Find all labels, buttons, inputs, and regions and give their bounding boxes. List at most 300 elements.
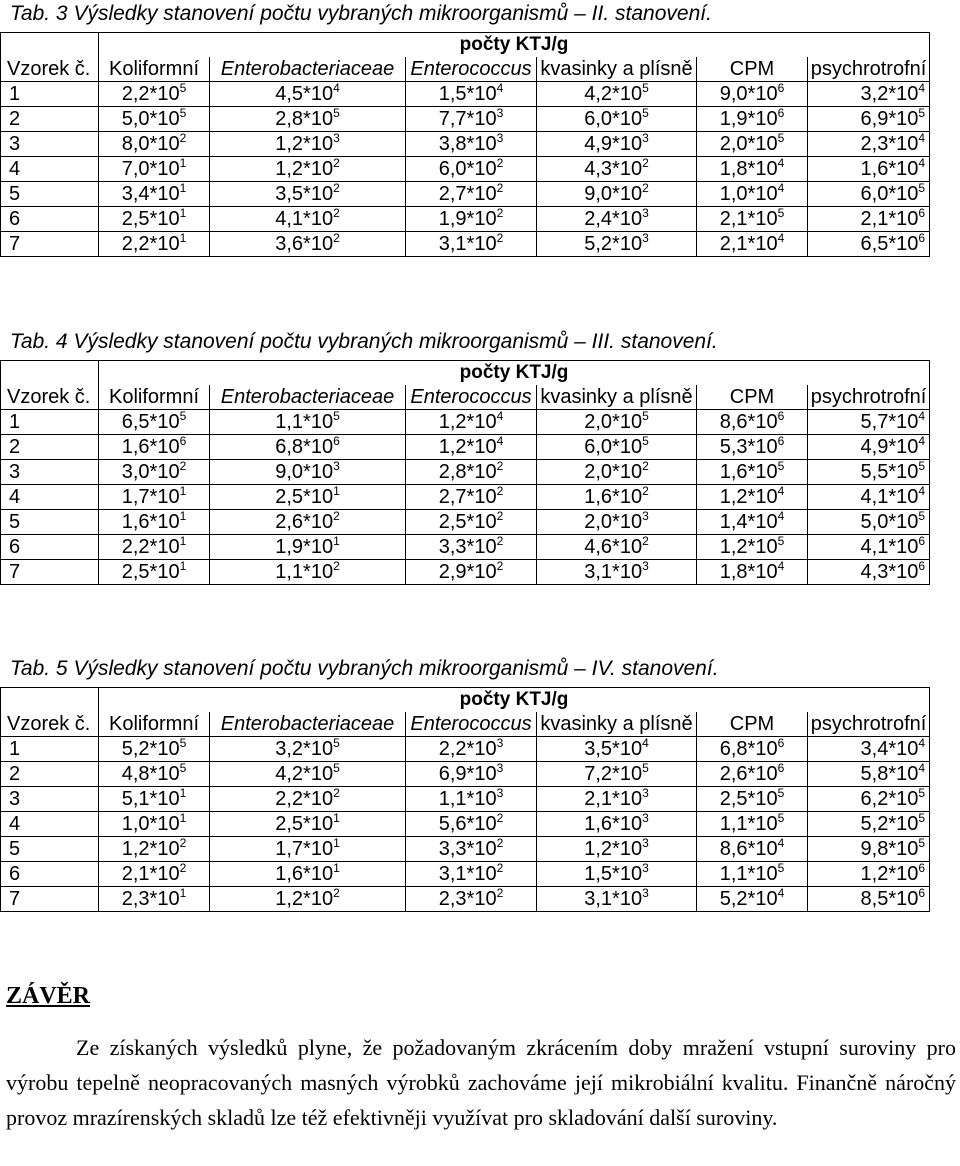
count-mantissa: 2,2*10 <box>275 788 334 810</box>
count-cell <box>406 107 537 132</box>
count-exponent: 1 <box>333 861 340 875</box>
count-mantissa: 1,2*10 <box>438 436 497 458</box>
count-cell <box>99 157 210 182</box>
count-cell <box>808 535 930 560</box>
column-header: CPM <box>697 385 808 410</box>
column-header: Enterococcus <box>406 57 537 82</box>
count-cell <box>697 435 808 460</box>
count-cell <box>697 762 808 787</box>
column-header: Koliformní <box>99 385 210 410</box>
count-exponent: 3 <box>642 836 649 850</box>
count-cell <box>537 460 697 485</box>
column-header: CPM <box>697 712 808 737</box>
table-row <box>1 862 930 887</box>
count-cell <box>697 82 808 107</box>
count-exponent: 1 <box>179 534 187 548</box>
header-row <box>1 385 930 410</box>
count-exponent: 2 <box>642 459 649 473</box>
sample-number: 6 <box>1 207 99 232</box>
column-header: psychrotrofní <box>808 712 930 737</box>
count-mantissa: 1,6*10 <box>584 486 643 508</box>
sample-number: 1 <box>1 737 99 762</box>
count-cell <box>697 737 808 762</box>
count-exponent: 5 <box>642 434 649 448</box>
count-mantissa: 2,2*10 <box>438 738 497 760</box>
count-cell <box>406 837 537 862</box>
count-cell <box>808 887 930 912</box>
count-mantissa: 1,1*10 <box>719 863 778 885</box>
count-mantissa: 2,8*10 <box>275 108 334 130</box>
count-mantissa: 3,3*10 <box>438 536 497 558</box>
count-mantissa: 1,6*10 <box>584 813 643 835</box>
count-mantissa: 2,0*10 <box>719 133 778 155</box>
count-cell <box>808 737 930 762</box>
count-cell <box>406 485 537 510</box>
count-cell <box>99 560 210 585</box>
count-cell <box>210 535 406 560</box>
count-cell <box>99 82 210 107</box>
count-exponent: 1 <box>179 484 187 498</box>
count-exponent: 2 <box>496 861 504 875</box>
count-mantissa: 5,0*10 <box>121 108 180 130</box>
count-mantissa: 3,2*10 <box>860 83 919 105</box>
count-cell <box>537 812 697 837</box>
count-mantissa: 9,0*10 <box>719 83 778 105</box>
count-cell <box>697 232 808 257</box>
count-exponent: 2 <box>642 181 649 195</box>
count-cell <box>697 837 808 862</box>
count-mantissa: 1,8*10 <box>719 158 778 180</box>
count-cell <box>808 812 930 837</box>
count-exponent: 4 <box>496 409 504 423</box>
column-header: Vzorek č. <box>1 57 99 82</box>
table-row <box>1 787 930 812</box>
count-exponent: 5 <box>179 761 187 775</box>
count-exponent: 5 <box>918 459 926 473</box>
count-cell <box>99 182 210 207</box>
count-cell <box>808 232 930 257</box>
count-cell <box>808 182 930 207</box>
count-cell <box>537 762 697 787</box>
count-mantissa: 9,8*10 <box>860 838 919 860</box>
count-mantissa: 1,2*10 <box>275 133 334 155</box>
count-mantissa: 1,7*10 <box>275 838 334 860</box>
count-mantissa: 6,5*10 <box>860 233 919 255</box>
count-exponent: 1 <box>333 534 340 548</box>
sample-number: 6 <box>1 535 99 560</box>
units-spacer <box>1 688 99 713</box>
count-exponent: 4 <box>777 886 785 900</box>
count-mantissa: 2,8*10 <box>438 461 497 483</box>
count-mantissa: 2,4*10 <box>584 208 643 230</box>
count-exponent: 2 <box>333 509 340 523</box>
count-cell <box>808 837 930 862</box>
table-caption: Tab. 4 Výsledky stanovení počtu vybraných mikroorganismů – III. stanovení. <box>10 330 718 353</box>
count-mantissa: 1,9*10 <box>438 208 497 230</box>
count-exponent: 5 <box>179 81 187 95</box>
count-exponent: 6 <box>179 434 187 448</box>
count-exponent: 5 <box>333 761 340 775</box>
sample-number: 1 <box>1 82 99 107</box>
count-exponent: 5 <box>918 181 926 195</box>
count-mantissa: 3,6*10 <box>275 233 334 255</box>
count-cell <box>210 207 406 232</box>
count-cell <box>697 812 808 837</box>
sample-number: 6 <box>1 862 99 887</box>
count-mantissa: 1,1*10 <box>275 411 334 433</box>
count-cell <box>697 460 808 485</box>
count-mantissa: 1,5*10 <box>438 83 497 105</box>
count-exponent: 6 <box>333 434 340 448</box>
count-mantissa: 3,4*10 <box>860 738 919 760</box>
table-row <box>1 812 930 837</box>
count-exponent: 3 <box>642 131 649 145</box>
sample-number: 2 <box>1 107 99 132</box>
units-row <box>1 688 930 713</box>
count-cell <box>210 410 406 435</box>
column-header: kvasinky a plísně <box>537 712 697 737</box>
count-cell <box>99 460 210 485</box>
count-mantissa: 2,1*10 <box>719 208 778 230</box>
count-exponent: 5 <box>642 761 649 775</box>
count-exponent: 4 <box>918 81 926 95</box>
count-exponent: 5 <box>333 736 340 750</box>
count-exponent: 5 <box>918 836 926 850</box>
column-header: kvasinky a plísně <box>537 57 697 82</box>
count-exponent: 1 <box>333 811 340 825</box>
table-row <box>1 762 930 787</box>
count-mantissa: 2,1*10 <box>121 863 180 885</box>
count-cell <box>808 207 930 232</box>
results-table <box>0 687 930 912</box>
count-cell <box>99 787 210 812</box>
count-mantissa: 4,1*10 <box>860 486 919 508</box>
count-mantissa: 6,9*10 <box>438 763 497 785</box>
count-mantissa: 1,5*10 <box>584 863 643 885</box>
table-row <box>1 182 930 207</box>
count-exponent: 4 <box>777 836 785 850</box>
column-header: psychrotrofní <box>808 57 930 82</box>
count-mantissa: 6,0*10 <box>438 158 497 180</box>
count-mantissa: 2,3*10 <box>438 888 497 910</box>
count-cell <box>808 107 930 132</box>
units-row <box>1 361 930 386</box>
column-header: Vzorek č. <box>1 712 99 737</box>
count-cell <box>697 132 808 157</box>
units-label: počty KTJ/g <box>99 688 930 713</box>
count-mantissa: 2,2*10 <box>121 83 180 105</box>
count-cell <box>99 232 210 257</box>
count-mantissa: 9,0*10 <box>275 461 334 483</box>
count-mantissa: 5,2*10 <box>121 738 180 760</box>
table-row <box>1 887 930 912</box>
table-row <box>1 207 930 232</box>
count-cell <box>406 787 537 812</box>
count-exponent: 6 <box>918 861 926 875</box>
count-exponent: 2 <box>333 156 340 170</box>
column-header: Enterobacteriaceae <box>210 385 406 410</box>
count-mantissa: 8,6*10 <box>719 838 778 860</box>
count-mantissa: 2,5*10 <box>121 561 180 583</box>
count-exponent: 2 <box>496 534 504 548</box>
count-exponent: 6 <box>777 761 785 775</box>
count-cell <box>406 535 537 560</box>
count-exponent: 5 <box>918 509 926 523</box>
table-row <box>1 232 930 257</box>
count-exponent: 3 <box>496 786 504 800</box>
count-exponent: 2 <box>333 231 340 245</box>
count-mantissa: 5,2*10 <box>719 888 778 910</box>
count-mantissa: 4,8*10 <box>121 763 180 785</box>
count-cell <box>537 485 697 510</box>
sample-number: 2 <box>1 762 99 787</box>
count-exponent: 1 <box>179 156 187 170</box>
count-exponent: 6 <box>777 434 785 448</box>
count-cell <box>99 435 210 460</box>
count-cell <box>808 460 930 485</box>
count-cell <box>99 812 210 837</box>
count-exponent: 4 <box>918 156 926 170</box>
count-mantissa: 8,5*10 <box>860 888 919 910</box>
count-cell <box>210 485 406 510</box>
count-exponent: 2 <box>333 786 340 800</box>
conclusion-text: Ze získaných výsledků plyne, že požadovaným zkrácením doby mražení vstupní suroviny pro výrobu tepelně neopracovaných masných výrobků zachováme její mikrobiální kvalitu. Finančně náročný provoz mrazírenských skladů lze též efektivněji využívat pro skladování další suroviny. <box>6 1035 956 1130</box>
count-cell <box>210 762 406 787</box>
count-exponent: 3 <box>496 761 504 775</box>
count-exponent: 3 <box>496 106 504 120</box>
count-cell <box>537 560 697 585</box>
column-header: CPM <box>697 57 808 82</box>
count-exponent: 5 <box>777 131 785 145</box>
count-cell <box>537 132 697 157</box>
sample-number: 7 <box>1 560 99 585</box>
count-exponent: 2 <box>642 156 649 170</box>
count-mantissa: 3,2*10 <box>275 738 334 760</box>
count-mantissa: 6,2*10 <box>860 788 919 810</box>
count-exponent: 2 <box>496 886 504 900</box>
count-cell <box>406 510 537 535</box>
count-mantissa: 1,9*10 <box>275 536 334 558</box>
count-mantissa: 2,7*10 <box>438 183 497 205</box>
count-cell <box>210 737 406 762</box>
count-exponent: 1 <box>179 811 187 825</box>
count-cell <box>210 232 406 257</box>
count-exponent: 3 <box>496 736 504 750</box>
count-mantissa: 1,7*10 <box>121 486 180 508</box>
count-cell <box>697 485 808 510</box>
count-exponent: 5 <box>777 811 785 825</box>
count-exponent: 4 <box>777 181 785 195</box>
count-mantissa: 2,9*10 <box>438 561 497 583</box>
count-cell <box>537 82 697 107</box>
count-mantissa: 2,6*10 <box>275 511 334 533</box>
count-cell <box>210 435 406 460</box>
count-cell <box>99 510 210 535</box>
count-cell <box>99 410 210 435</box>
count-mantissa: 5,5*10 <box>860 461 919 483</box>
column-header: Koliformní <box>99 57 210 82</box>
count-cell <box>406 410 537 435</box>
count-mantissa: 2,0*10 <box>584 461 643 483</box>
count-exponent: 4 <box>918 409 926 423</box>
count-cell <box>99 107 210 132</box>
count-mantissa: 1,2*10 <box>121 838 180 860</box>
count-mantissa: 1,0*10 <box>121 813 180 835</box>
count-cell <box>697 887 808 912</box>
column-header: Enterococcus <box>406 385 537 410</box>
count-mantissa: 1,2*10 <box>438 411 497 433</box>
count-mantissa: 1,9*10 <box>719 108 778 130</box>
count-cell <box>406 82 537 107</box>
count-mantissa: 1,2*10 <box>584 838 643 860</box>
table-row <box>1 82 930 107</box>
count-exponent: 2 <box>333 206 340 220</box>
count-exponent: 6 <box>918 559 926 573</box>
count-exponent: 6 <box>777 106 785 120</box>
count-cell <box>537 837 697 862</box>
count-mantissa: 3,8*10 <box>438 133 497 155</box>
count-mantissa: 5,2*10 <box>584 233 643 255</box>
count-cell <box>210 510 406 535</box>
count-mantissa: 1,2*10 <box>719 486 778 508</box>
count-exponent: 5 <box>777 206 785 220</box>
units-spacer <box>1 33 99 58</box>
conclusion-heading: ZÁVĚR <box>6 983 91 1009</box>
count-exponent: 5 <box>179 736 187 750</box>
count-mantissa: 5,7*10 <box>860 411 919 433</box>
count-cell <box>406 812 537 837</box>
table-row <box>1 107 930 132</box>
count-exponent: 6 <box>777 81 785 95</box>
count-cell <box>697 107 808 132</box>
count-exponent: 3 <box>642 559 649 573</box>
count-cell <box>808 132 930 157</box>
count-exponent: 3 <box>642 786 649 800</box>
count-exponent: 4 <box>777 484 785 498</box>
header-row <box>1 57 930 82</box>
count-mantissa: 2,5*10 <box>121 208 180 230</box>
count-exponent: 4 <box>333 81 340 95</box>
units-spacer <box>1 361 99 386</box>
count-exponent: 3 <box>496 131 504 145</box>
count-mantissa: 2,2*10 <box>121 233 180 255</box>
table-caption: Tab. 5 Výsledky stanovení počtu vybraných mikroorganismů – IV. stanovení. <box>10 657 719 680</box>
count-cell <box>210 460 406 485</box>
count-mantissa: 1,6*10 <box>860 158 919 180</box>
count-exponent: 6 <box>918 206 926 220</box>
count-cell <box>808 762 930 787</box>
count-cell <box>697 510 808 535</box>
sample-number: 3 <box>1 787 99 812</box>
count-exponent: 5 <box>179 106 187 120</box>
count-exponent: 2 <box>496 811 504 825</box>
count-exponent: 5 <box>642 409 649 423</box>
count-exponent: 5 <box>642 106 649 120</box>
count-mantissa: 5,0*10 <box>860 511 919 533</box>
count-mantissa: 1,1*10 <box>438 788 497 810</box>
count-cell <box>99 837 210 862</box>
table-row <box>1 410 930 435</box>
header-row <box>1 712 930 737</box>
count-exponent: 6 <box>918 534 926 548</box>
count-exponent: 1 <box>179 886 187 900</box>
count-mantissa: 2,3*10 <box>860 133 919 155</box>
count-mantissa: 1,6*10 <box>121 511 180 533</box>
count-exponent: 4 <box>918 484 926 498</box>
count-mantissa: 2,5*10 <box>275 486 334 508</box>
count-mantissa: 5,1*10 <box>121 788 180 810</box>
count-cell <box>406 862 537 887</box>
count-exponent: 2 <box>496 206 504 220</box>
column-header: Koliformní <box>99 712 210 737</box>
count-mantissa: 1,1*10 <box>719 813 778 835</box>
count-exponent: 4 <box>777 231 785 245</box>
table-row <box>1 157 930 182</box>
count-mantissa: 2,5*10 <box>719 788 778 810</box>
count-mantissa: 6,8*10 <box>719 738 778 760</box>
count-mantissa: 2,6*10 <box>719 763 778 785</box>
count-cell <box>210 560 406 585</box>
count-mantissa: 6,0*10 <box>584 108 643 130</box>
count-mantissa: 1,8*10 <box>719 561 778 583</box>
table-row <box>1 435 930 460</box>
count-cell <box>210 107 406 132</box>
count-mantissa: 4,2*10 <box>584 83 643 105</box>
count-exponent: 2 <box>496 231 504 245</box>
count-cell <box>99 485 210 510</box>
count-cell <box>406 157 537 182</box>
count-cell <box>537 737 697 762</box>
count-exponent: 2 <box>496 156 504 170</box>
count-mantissa: 3,4*10 <box>121 183 180 205</box>
sample-number: 5 <box>1 182 99 207</box>
count-cell <box>210 82 406 107</box>
count-cell <box>537 510 697 535</box>
count-mantissa: 8,0*10 <box>121 133 180 155</box>
count-exponent: 3 <box>333 459 340 473</box>
sample-number: 7 <box>1 232 99 257</box>
count-exponent: 4 <box>918 434 926 448</box>
count-exponent: 4 <box>777 156 785 170</box>
count-mantissa: 1,4*10 <box>719 511 778 533</box>
count-cell <box>406 560 537 585</box>
count-cell <box>697 182 808 207</box>
count-cell <box>808 82 930 107</box>
table-row <box>1 737 930 762</box>
count-cell <box>210 182 406 207</box>
count-mantissa: 4,1*10 <box>275 208 334 230</box>
count-exponent: 2 <box>496 559 504 573</box>
count-mantissa: 2,0*10 <box>584 511 643 533</box>
count-cell <box>210 787 406 812</box>
table-row <box>1 560 930 585</box>
count-cell <box>537 182 697 207</box>
sample-number: 1 <box>1 410 99 435</box>
count-mantissa: 1,6*10 <box>275 863 334 885</box>
count-mantissa: 4,5*10 <box>275 83 334 105</box>
count-mantissa: 5,8*10 <box>860 763 919 785</box>
count-cell <box>406 232 537 257</box>
count-mantissa: 2,5*10 <box>438 511 497 533</box>
count-mantissa: 3,1*10 <box>584 561 643 583</box>
count-mantissa: 4,9*10 <box>860 436 919 458</box>
count-cell <box>537 107 697 132</box>
count-mantissa: 6,0*10 <box>860 183 919 205</box>
sample-number: 4 <box>1 485 99 510</box>
sample-number: 2 <box>1 435 99 460</box>
results-table <box>0 360 930 585</box>
count-mantissa: 4,9*10 <box>584 133 643 155</box>
